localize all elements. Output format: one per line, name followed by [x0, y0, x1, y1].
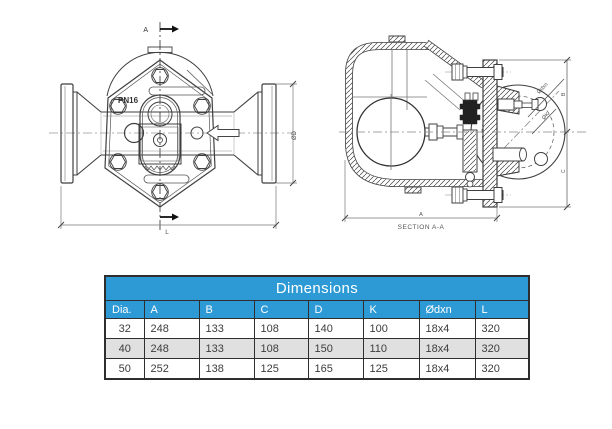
table-cell: 140 [308, 319, 363, 339]
section-label-top: A [143, 27, 148, 34]
table-title-row [105, 276, 529, 301]
col-header-odxn: Ødxn [419, 301, 475, 319]
table-row [105, 359, 529, 380]
table-cell: 32 [105, 319, 144, 339]
dim-diameter-label: ØD [292, 131, 298, 140]
dim-length-label: L [165, 229, 169, 236]
table-cell: 320 [475, 339, 529, 359]
table-cell: 252 [144, 359, 199, 380]
section-caption: SECTION A-A [397, 224, 445, 231]
table-cell: 18x4 [419, 339, 475, 359]
dim-b-label: B [561, 92, 567, 96]
table-cell: 108 [254, 319, 308, 339]
table-cell: 248 [144, 339, 199, 359]
table-cell: 108 [254, 339, 308, 359]
dim-c-label: C [561, 169, 567, 173]
dim-width-label: A [419, 212, 423, 218]
table-cell: 150 [308, 339, 363, 359]
table-cell: 18x4 [419, 359, 475, 380]
table-cell: 125 [254, 359, 308, 380]
table-title: Dimensions [105, 276, 529, 301]
col-header-c: C [254, 301, 308, 319]
front-view-geometry [49, 22, 297, 232]
table-row [105, 339, 529, 359]
table-cell: 165 [308, 359, 363, 380]
table-row [105, 319, 529, 339]
col-header-k: K [363, 301, 419, 319]
col-header-d: D [308, 301, 363, 319]
table-cell: 320 [475, 319, 529, 339]
dimensions-table [104, 275, 530, 380]
table-cell: 18x4 [419, 319, 475, 339]
col-header-l: L [475, 301, 529, 319]
table-cell: 138 [199, 359, 254, 380]
col-header-a: A [144, 301, 199, 319]
dim-BC [499, 57, 571, 210]
table-cell: 110 [363, 339, 419, 359]
pressure-rating-label: PN16 [118, 96, 139, 105]
table-cell: 320 [475, 359, 529, 380]
table-cell: 100 [363, 319, 419, 339]
valve-mechanism [425, 93, 538, 187]
section-view-geometry [339, 36, 587, 222]
table-cell: 125 [363, 359, 419, 380]
col-header-dia: Dia. [105, 301, 144, 319]
table-cell: 248 [144, 319, 199, 339]
flange-plate [483, 60, 497, 207]
table-header-row [105, 301, 529, 319]
table-cell: 50 [105, 359, 144, 380]
dim-bolt-label: Ødxn [536, 81, 550, 96]
left-flange [61, 84, 77, 183]
table-cell: 40 [105, 339, 144, 359]
section-view-drawing [335, 30, 595, 240]
table-cell: 133 [199, 319, 254, 339]
right-flange [258, 84, 276, 183]
table-cell: 133 [199, 339, 254, 359]
col-header-b: B [199, 301, 254, 319]
front-view-drawing [45, 10, 300, 245]
dim-k-label: ØK [541, 111, 551, 122]
